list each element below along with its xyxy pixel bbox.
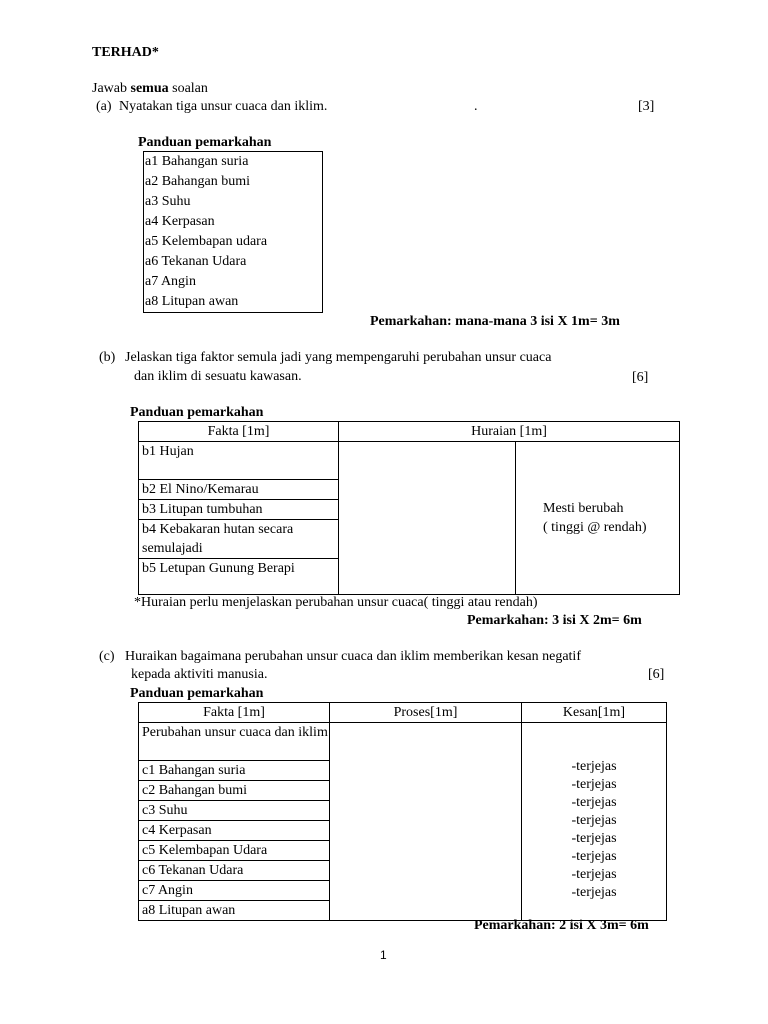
qa-item: a4 Kerpasan: [145, 214, 215, 229]
qa-dot: .: [474, 99, 478, 114]
qa-item: a5 Kelembapan udara: [145, 234, 268, 249]
instruction-suffix: soalan: [172, 81, 208, 96]
qc-fact: a8 Litupan awan: [139, 901, 330, 921]
qb-explanation: [516, 442, 680, 595]
qa-marks: [3]: [638, 99, 655, 114]
qb-marks: [6]: [632, 370, 649, 385]
qc-scoring: Pemarkahan: 2 isi X 3m= 6m: [474, 918, 649, 933]
qc-col-fakta: Fakta [1m]: [139, 703, 330, 723]
qb-fact: b5 Letupan Gunung Berapi: [139, 559, 339, 595]
instruction-line: [92, 80, 208, 98]
qb-col-fakta: Fakta [1m]: [139, 422, 339, 442]
qb-empty-cell: [339, 442, 516, 595]
qc-effect: -terjejas: [571, 867, 617, 882]
qa-scoring: Pemarkahan: mana-mana 3 isi X 1m= 3m: [370, 314, 620, 329]
qc-col-proses: Proses[1m]: [330, 703, 522, 723]
qc-fact: c1 Bahangan suria: [139, 761, 330, 781]
qc-effect: -terjejas: [571, 831, 617, 846]
qb-line1: Jelaskan tiga faktor semula jadi yang mempengaruhi perubahan unsur cuaca: [125, 350, 552, 365]
qc-fact: c2 Bahangan bumi: [139, 781, 330, 801]
qc-effect: -terjejas: [571, 885, 617, 900]
qb-explain-line1: Mesti berubah: [543, 501, 624, 516]
qb-guide-table: [138, 421, 680, 595]
qc-col-kesan: Kesan[1m]: [522, 703, 667, 723]
qb-note: *Huraian perlu menjelaskan perubahan unsur cuaca( tinggi atau rendah): [134, 595, 538, 610]
qc-line1: Huraikan bagaimana perubahan unsur cuaca dan iklim memberikan kesan negatif: [125, 649, 581, 664]
qb-fact: b2 El Nino/Kemarau: [139, 480, 339, 500]
qa-item: a7 Angin: [145, 274, 196, 289]
qc-proses-cell: [330, 723, 522, 921]
qc-guide-title: Panduan pemarkahan: [130, 686, 264, 701]
qc-guide-table: [138, 702, 667, 921]
qa-item: a8 Litupan awan: [145, 294, 239, 309]
qa-label: (a): [96, 99, 112, 114]
qc-effects-cell: [522, 723, 667, 921]
qc-fact: c3 Suhu: [139, 801, 330, 821]
qc-effect: -terjejas: [571, 795, 617, 810]
qc-fact: c4 Kerpasan: [139, 821, 330, 841]
qa-guide-title: Panduan pemarkahan: [138, 135, 272, 150]
qc-label: (c): [99, 649, 115, 664]
qc-line2: kepada aktiviti manusia.: [131, 667, 268, 682]
qb-line2: dan iklim di sesuatu kawasan.: [134, 369, 302, 384]
qa-item: a1 Bahangan suria: [145, 154, 249, 169]
page-number: 1: [380, 948, 387, 962]
qc-first-fact: Perubahan unsur cuaca dan iklim: [139, 723, 330, 761]
qa-item: a2 Bahangan bumi: [145, 174, 250, 189]
qb-label: (b): [99, 350, 116, 365]
qb-fact: b4 Kebakaran hutan secara semulajadi: [139, 520, 339, 559]
qb-col-huraian: Huraian [1m]: [339, 422, 680, 442]
qc-fact: c7 Angin: [139, 881, 330, 901]
qa-item: a6 Tekanan Udara: [145, 254, 247, 269]
qc-fact: c5 Kelembapan Udara: [139, 841, 330, 861]
qa-text: Nyatakan tiga unsur cuaca dan iklim.: [119, 99, 328, 114]
qc-effect: -terjejas: [571, 777, 617, 792]
qb-fact: b1 Hujan: [139, 442, 339, 480]
qc-effect: -terjejas: [571, 759, 617, 774]
qc-fact: c6 Tekanan Udara: [139, 861, 330, 881]
qc-marks: [6]: [648, 667, 665, 682]
qc-effect: -terjejas: [571, 813, 617, 828]
qb-guide-title: Panduan pemarkahan: [130, 405, 264, 420]
qb-fact: b3 Litupan tumbuhan: [139, 500, 339, 520]
qa-guide-table: [143, 151, 323, 313]
qb-explain-line2: ( tinggi @ rendah): [543, 520, 647, 535]
qc-effect: -terjejas: [571, 849, 617, 864]
instruction-prefix: Jawab: [92, 81, 127, 96]
document-header: TERHAD*: [92, 45, 159, 60]
instruction-bold: semua: [130, 81, 169, 96]
qa-item: a3 Suhu: [145, 194, 191, 209]
qb-scoring: Pemarkahan: 3 isi X 2m= 6m: [467, 613, 642, 628]
